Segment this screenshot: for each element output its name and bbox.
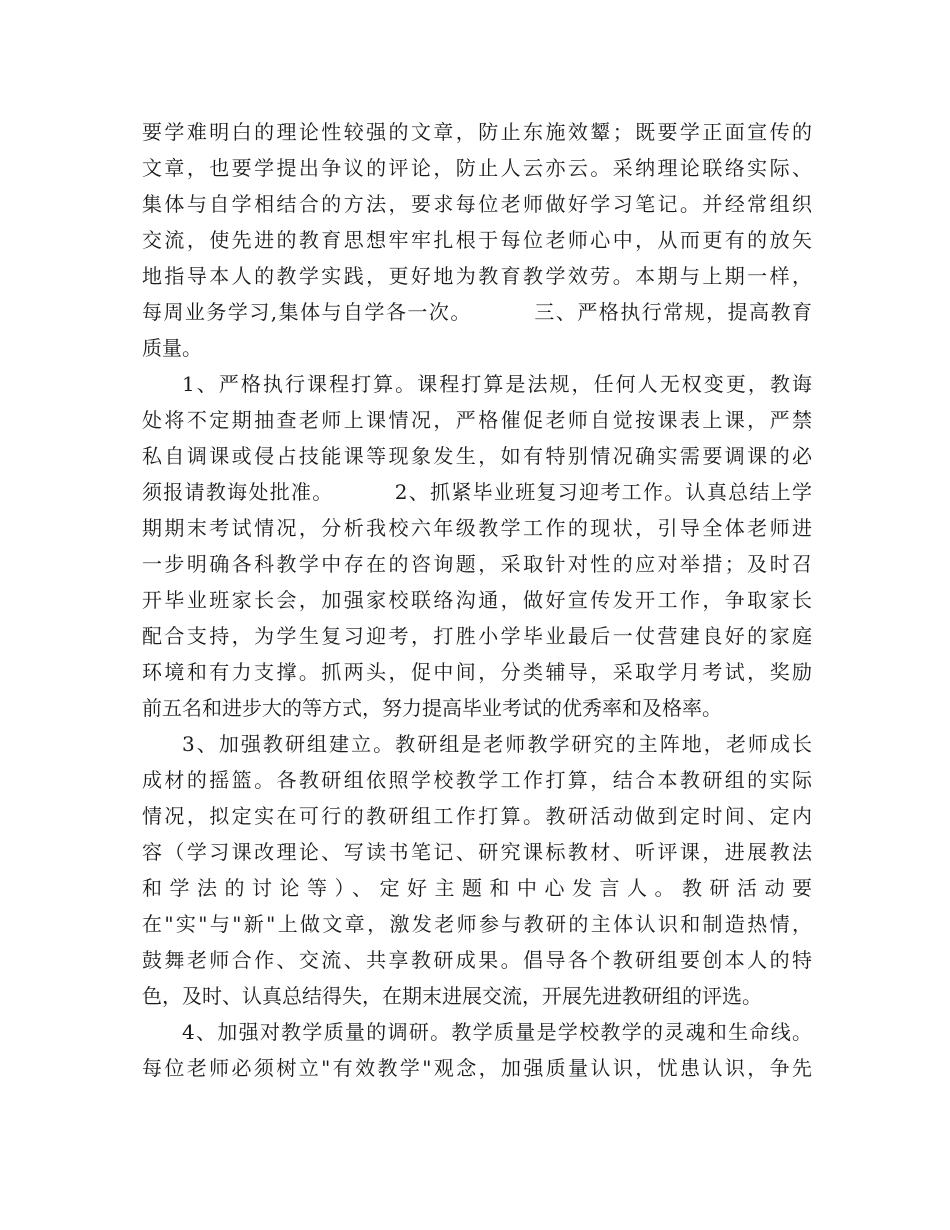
text-line: 每位老师必须树立"有效教学"观念，加强质量认识，忧患认识，争先	[142, 1056, 812, 1080]
text-line: 前五名和进步大的等方式，努力提高毕业考试的优秀率和及格率。	[142, 696, 722, 720]
text-line: 情况，拟定实在可行的教研组工作打算。教研活动做到定时间、定内	[142, 804, 812, 828]
text-line: 配合支持，为学生复习迎考，打胜小学毕业最后一仗营建良好的家庭	[142, 624, 812, 648]
text-line: 和学法的讨论等）、定好主题和中心发言人。教研活动要	[142, 876, 812, 900]
text-line: 期期末考试情况，分析我校六年级教学工作的现状，引导全体老师进	[142, 516, 812, 540]
text-line: 处将不定期抽查老师上课情况，严格催促老师自觉按课表上课，严禁	[142, 408, 812, 432]
text-line: 地指导本人的教学实践，更好地为教育教学效劳。本期与上期一样，	[142, 264, 812, 288]
text-line: 质量。	[142, 336, 202, 360]
text-line: 须报请教诲处批准。 2、抓紧毕业班复习迎考工作。认真总结上学	[142, 480, 812, 504]
text-line: 交流，使先进的教育思想牢牢扎根于每位老师心中，从而更有的放矢	[142, 228, 812, 252]
text-line: 成材的摇篮。各教研组依照学校教学工作打算，结合本教研组的实际	[142, 768, 812, 792]
text-line: 一步明确各科教学中存在的咨询题，采取针对性的应对举措；及时召	[142, 552, 812, 576]
text-line: 容（学习课改理论、写读书笔记、研究课标教材、听评课，进展教法	[142, 840, 812, 864]
text-line: 开毕业班家长会，加强家校联络沟通，做好宣传发开工作，争取家长	[142, 588, 812, 612]
paragraph-first-line: 3、加强教研组建立。教研组是老师教学研究的主阵地，老师成长	[182, 732, 812, 756]
text-line: 私自调课或侵占技能课等现象发生，如有特别情况确实需要调课的必	[142, 444, 812, 468]
text-line: 每周业务学习,集体与自学各一次。 三、严格执行常规，提高教育	[142, 300, 812, 324]
text-line: 鼓舞老师合作、交流、共享教研成果。倡导各个教研组要创本人的特	[142, 948, 812, 972]
document-body	[142, 114, 812, 1086]
text-line: 在"实"与"新"上做文章，激发老师参与教研的主体认识和制造热情，	[142, 912, 812, 936]
text-line: 环境和有力支撑。抓两头，促中间，分类辅导，采取学月考试，奖励	[142, 660, 812, 684]
paragraph-first-line: 1、严格执行课程打算。课程打算是法规，任何人无权变更，教诲	[182, 372, 812, 396]
text-line: 文章，也要学提出争议的评论，防止人云亦云。采纳理论联络实际、	[142, 156, 812, 180]
text-line: 色，及时、认真总结得失，在期末进展交流，开展先进教研组的评选。	[142, 984, 762, 1008]
text-line: 集体与自学相结合的方法，要求每位老师做好学习笔记。并经常组织	[142, 192, 812, 216]
paragraph-first-line: 4、加强对教学质量的调研。教学质量是学校教学的灵魂和生命线。	[182, 1020, 812, 1044]
text-line: 要学难明白的理论性较强的文章，防止东施效颦；既要学正面宣传的	[142, 120, 812, 144]
